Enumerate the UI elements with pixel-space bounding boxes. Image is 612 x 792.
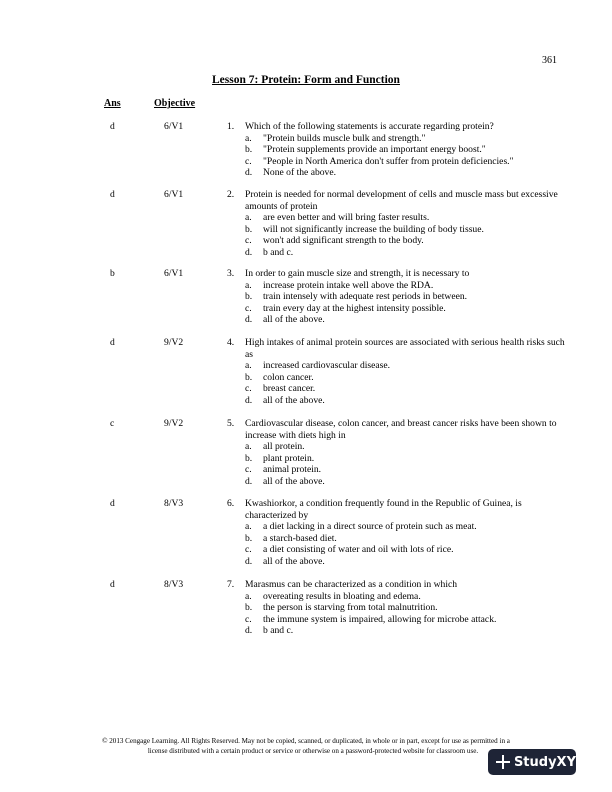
question-stem: High intakes of animal protein sources are associated with serious health risks such as bbox=[245, 337, 565, 360]
question-stem: Marasmus can be characterized as a condition in which bbox=[245, 579, 458, 590]
option-text: a starch-based diet. bbox=[263, 532, 337, 544]
objective-code: 6/V1 bbox=[164, 121, 184, 132]
option-letter: d. bbox=[245, 625, 253, 637]
option-text: will not significantly increase the building of body tissue. bbox=[263, 223, 484, 235]
option-letter: c. bbox=[245, 613, 252, 625]
option-text: b and c. bbox=[263, 246, 294, 258]
option-letter: b. bbox=[245, 371, 253, 383]
option-letter: a. bbox=[245, 360, 252, 372]
lesson-title: Lesson 7: Protein: Form and Function bbox=[212, 74, 400, 86]
answer-key: d bbox=[110, 189, 115, 200]
answer-key: d bbox=[110, 337, 115, 348]
option-letter: c. bbox=[245, 235, 252, 247]
option-letter: a. bbox=[245, 132, 252, 144]
option-text: increase protein intake well above the RDA. bbox=[263, 279, 434, 291]
objective-column-header: Objective bbox=[154, 98, 196, 109]
option-text: b and c. bbox=[263, 625, 294, 637]
question-number: 4. bbox=[227, 337, 235, 348]
logo-text: StudyXY bbox=[513, 754, 576, 770]
option-text: "Protein supplements provide an important energy boost." bbox=[263, 144, 486, 156]
answer-key: c bbox=[110, 418, 115, 429]
question-number: 5. bbox=[227, 418, 235, 429]
option-letter: b. bbox=[245, 223, 253, 235]
option-text: colon cancer. bbox=[263, 371, 314, 383]
option-text: None of the above. bbox=[263, 167, 336, 179]
option-text: the immune system is impaired, allowing for microbe attack. bbox=[263, 613, 497, 625]
option-text: increased cardiovascular disease. bbox=[263, 360, 391, 372]
question-number: 1. bbox=[227, 121, 235, 132]
option-letter: c. bbox=[245, 302, 252, 314]
question-stem: Cardiovascular disease, colon cancer, and breast cancer risks have been shown to increase with diets high in bbox=[245, 418, 557, 441]
option-letter: b. bbox=[245, 532, 253, 544]
option-text: breast cancer. bbox=[263, 383, 316, 395]
copyright-line-2: license distributed with a certain product or service or otherwise on a password-protected website for classroom use. bbox=[147, 746, 479, 755]
question-stem: Kwashiorkor, a condition frequently found in the Republic of Guinea, is characterized by bbox=[245, 498, 522, 521]
option-text: all protein. bbox=[263, 441, 305, 453]
option-letter: d. bbox=[245, 555, 253, 567]
option-letter: b. bbox=[245, 144, 253, 156]
option-letter: b. bbox=[245, 291, 253, 303]
question-stem: Protein is needed for normal development of cells and muscle mass but excessive amounts of protein bbox=[245, 189, 558, 212]
option-text: all of the above. bbox=[263, 394, 325, 406]
answer-key: b bbox=[110, 268, 115, 279]
question-stem: In order to gain muscle size and strength, it is necessary to bbox=[245, 268, 470, 279]
option-letter: a. bbox=[245, 212, 252, 224]
option-letter: a. bbox=[245, 279, 252, 291]
question-stem: Which of the following statements is accurate regarding protein? bbox=[245, 121, 494, 132]
option-text: all of the above. bbox=[263, 555, 325, 567]
option-letter: c. bbox=[245, 464, 252, 476]
option-letter: d. bbox=[245, 475, 253, 487]
option-letter: a. bbox=[245, 441, 252, 453]
option-letter: b. bbox=[245, 602, 253, 614]
option-text: all of the above. bbox=[263, 475, 325, 487]
objective-code: 8/V3 bbox=[164, 498, 184, 509]
answer-key: d bbox=[110, 579, 115, 590]
option-letter: c. bbox=[245, 544, 252, 556]
option-text: a diet consisting of water and oil with lots of rice. bbox=[263, 544, 454, 556]
option-letter: a. bbox=[245, 590, 252, 602]
objective-code: 8/V3 bbox=[164, 579, 184, 590]
question-number: 3. bbox=[227, 268, 235, 279]
option-text: "Protein builds muscle bulk and strength." bbox=[263, 132, 426, 144]
option-letter: c. bbox=[245, 155, 252, 167]
option-letter: d. bbox=[245, 167, 253, 179]
objective-code: 9/V2 bbox=[164, 418, 184, 429]
objective-code: 6/V1 bbox=[164, 268, 184, 279]
option-letter: d. bbox=[245, 394, 253, 406]
studyxy-logo[interactable] bbox=[488, 749, 576, 775]
page-number: 361 bbox=[542, 55, 557, 66]
answer-key: d bbox=[110, 498, 115, 509]
option-letter: d. bbox=[245, 314, 253, 326]
objective-code: 9/V2 bbox=[164, 337, 184, 348]
copyright-line-1: © 2013 Cengage Learning. All Rights Reserved. May not be copied, scanned, or duplicated, in whole or in part, except for use as permitted in a bbox=[102, 737, 510, 745]
option-text: plant protein. bbox=[263, 452, 315, 464]
question-number: 2. bbox=[227, 189, 235, 200]
option-letter: a. bbox=[245, 521, 252, 533]
option-text: train intensely with adequate rest periods in between. bbox=[263, 291, 468, 303]
option-text: overeating results in bloating and edema. bbox=[263, 590, 421, 602]
option-text: animal protein. bbox=[263, 464, 322, 476]
option-letter: d. bbox=[245, 246, 253, 258]
answer-key: d bbox=[110, 121, 115, 132]
plus-icon bbox=[496, 755, 508, 769]
ans-column-header: Ans bbox=[104, 98, 121, 109]
option-text: won't add significant strength to the body. bbox=[263, 235, 424, 247]
option-letter: b. bbox=[245, 452, 253, 464]
option-text: are even better and will bring faster results. bbox=[263, 212, 430, 224]
question-number: 6. bbox=[227, 498, 235, 509]
option-text: train every day at the highest intensity possible. bbox=[263, 302, 446, 314]
option-letter: c. bbox=[245, 383, 252, 395]
option-text: a diet lacking in a direct source of protein such as meat. bbox=[263, 521, 477, 533]
option-text: "People in North America don't suffer from protein deficiencies." bbox=[263, 155, 514, 167]
option-text: all of the above. bbox=[263, 314, 325, 326]
question-number: 7. bbox=[227, 579, 235, 590]
objective-code: 6/V1 bbox=[164, 189, 184, 200]
option-text: the person is starving from total malnutrition. bbox=[263, 602, 438, 614]
